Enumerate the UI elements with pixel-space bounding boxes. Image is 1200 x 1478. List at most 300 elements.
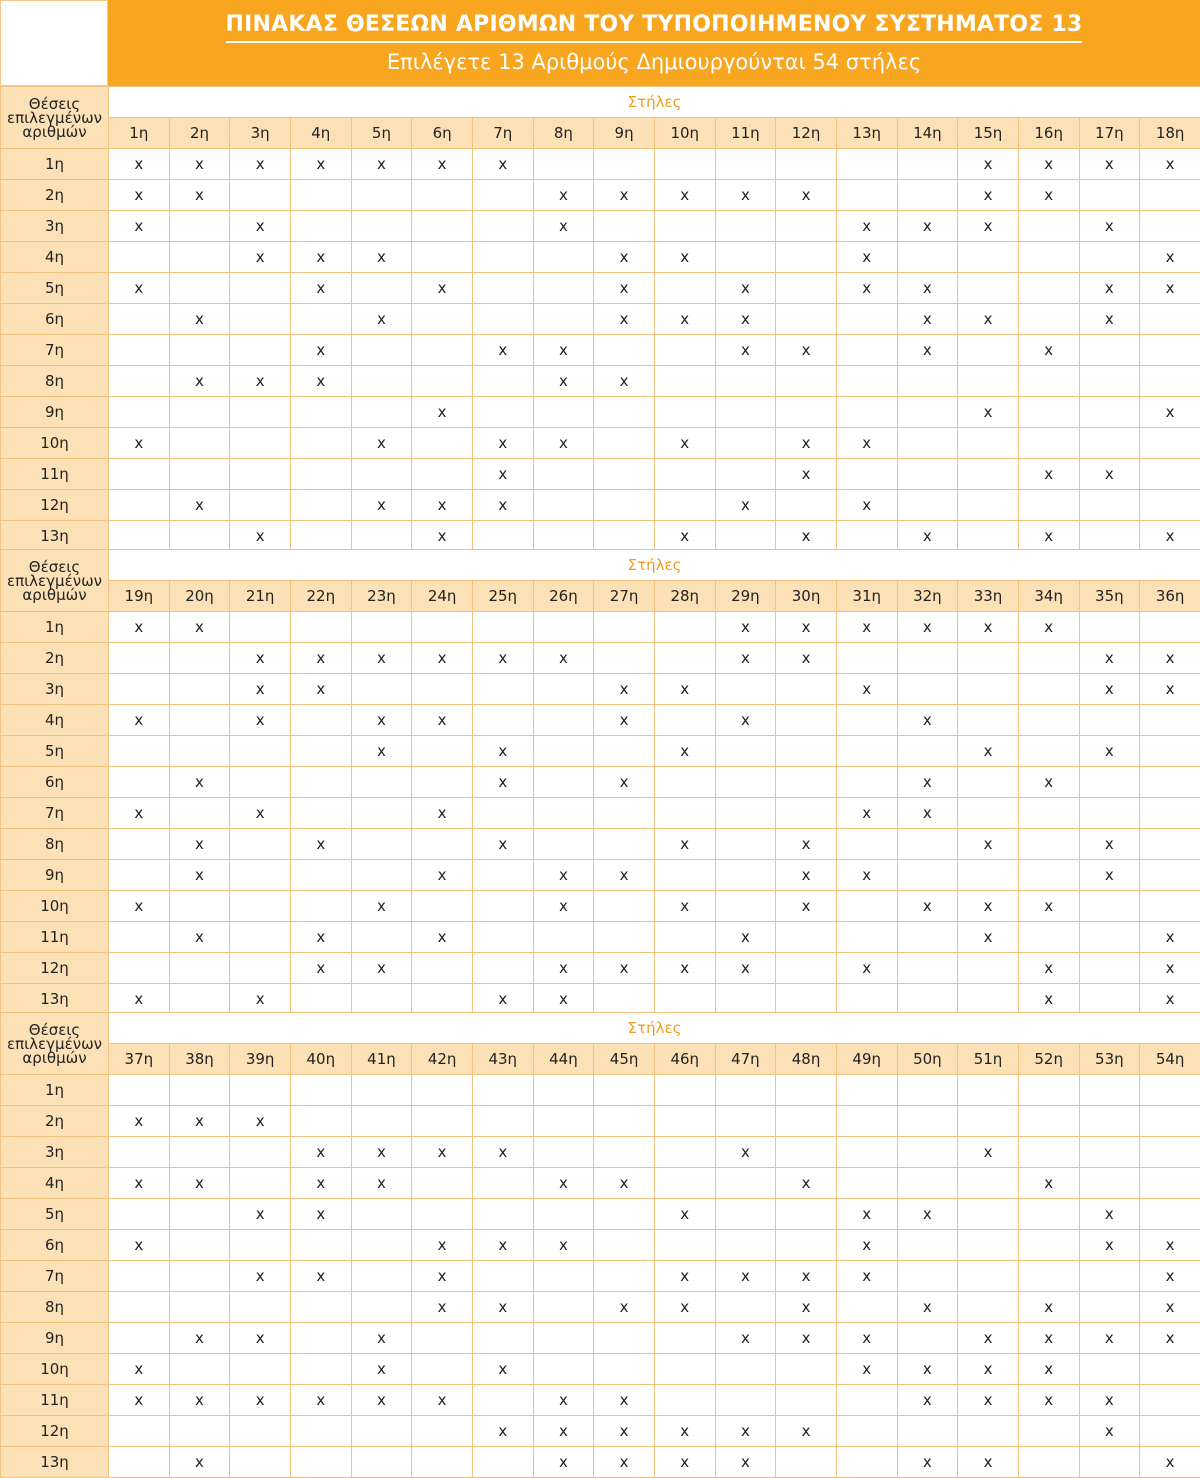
table-cell [958,1416,1019,1447]
table-cell [836,736,897,767]
table-cell [1079,705,1140,736]
columns-table-section-3 [0,1012,1200,1478]
table-row [1,1261,1200,1292]
table-cell [169,211,230,242]
table-cell: x [715,273,776,304]
table-cell: x [109,211,170,242]
table-cell: x [290,643,351,674]
table-cell [533,1106,594,1137]
table-cell: x [654,1416,715,1447]
table-cell: x [412,1292,473,1323]
table-cell: x [1018,953,1079,984]
table-cell [654,149,715,180]
table-cell [1140,891,1200,922]
table-cell [654,1354,715,1385]
table-cell [169,984,230,1015]
table-cell [109,490,170,521]
table-cell [776,490,837,521]
table-cell: x [654,674,715,705]
table-cell [1018,211,1079,242]
table-cell: x [533,860,594,891]
table-cell [1140,1199,1200,1230]
column-number: 2η [169,118,230,149]
table-cell [594,1106,655,1137]
table-cell: x [897,1385,958,1416]
table-cell [169,674,230,705]
table-cell [715,1292,776,1323]
table-cell: x [1140,984,1200,1015]
table-cell [412,612,473,643]
table-cell [958,984,1019,1015]
table-cell [1018,1230,1079,1261]
table-cell [109,767,170,798]
table-cell [169,1137,230,1168]
table-cell [897,1168,958,1199]
table-cell [230,1447,291,1478]
table-cell: x [776,459,837,490]
table-cell: x [897,891,958,922]
table-cell [412,366,473,397]
table-cell [169,643,230,674]
table-cell [897,1106,958,1137]
table-row [1,397,1200,428]
table-cell [109,643,170,674]
table-cell: x [533,180,594,211]
table-cell [715,428,776,459]
table-cell [1079,1292,1140,1323]
column-number: 10η [654,118,715,149]
table-cell: x [472,984,533,1015]
table-cell [290,459,351,490]
column-number: 23η [351,581,412,612]
table-cell: x [109,273,170,304]
table-cell [230,1137,291,1168]
table-cell [230,1168,291,1199]
table-cell: x [109,1385,170,1416]
table-cell [776,674,837,705]
table-cell: x [1018,612,1079,643]
table-cell [230,860,291,891]
column-number: 19η [109,581,170,612]
table-cell: x [412,273,473,304]
table-cell: x [958,149,1019,180]
table-cell: x [1140,242,1200,273]
table-cell [169,335,230,366]
table-cell [897,1075,958,1106]
table-cell [715,521,776,552]
table-cell: x [169,829,230,860]
table-row [1,366,1200,397]
table-cell [230,428,291,459]
table-cell [533,459,594,490]
table-cell [776,1385,837,1416]
table-cell: x [836,798,897,829]
table-cell [109,366,170,397]
table-cell [1018,428,1079,459]
table-cell [533,1075,594,1106]
table-cell: x [776,180,837,211]
table-cell [1140,1354,1200,1385]
column-number: 30η [776,581,837,612]
column-number: 44η [533,1044,594,1075]
table-cell [836,397,897,428]
column-number: 37η [109,1044,170,1075]
column-number: 20η [169,581,230,612]
table-cell [290,891,351,922]
table-cell: x [594,705,655,736]
table-cell [1140,1137,1200,1168]
positions-header: Θέσεις επιλεγμένων αριθμών [1,550,109,612]
table-cell [351,211,412,242]
table-cell [533,1261,594,1292]
table-cell: x [351,304,412,335]
table-cell [1079,1106,1140,1137]
table-cell: x [230,521,291,552]
row-position-label: 8η [1,829,109,860]
table-cell: x [958,1354,1019,1385]
table-cell: x [776,1292,837,1323]
table-cell [412,1168,473,1199]
table-cell: x [109,1354,170,1385]
table-cell [230,273,291,304]
table-cell [412,180,473,211]
table-cell [290,767,351,798]
table-cell [1079,891,1140,922]
table-cell [169,428,230,459]
table-cell [109,1323,170,1354]
table-cell [230,1292,291,1323]
table-cell [412,428,473,459]
column-number: 5η [351,118,412,149]
table-cell [290,798,351,829]
table-cell [836,1075,897,1106]
table-cell: x [472,149,533,180]
table-cell [897,1416,958,1447]
table-cell: x [594,1447,655,1478]
table-cell: x [836,612,897,643]
table-cell [412,1075,473,1106]
table-cell: x [109,180,170,211]
table-cell [1140,1385,1200,1416]
table-cell [1140,829,1200,860]
table-cell [1079,1354,1140,1385]
table-cell: x [472,767,533,798]
table-cell [290,180,351,211]
row-position-label: 1η [1,612,109,643]
table-cell [776,304,837,335]
table-cell [169,1416,230,1447]
table-cell [594,397,655,428]
table-cell: x [897,1292,958,1323]
table-cell [169,1354,230,1385]
table-cell [290,1075,351,1106]
column-number: 22η [290,581,351,612]
table-cell [351,335,412,366]
column-number: 15η [958,118,1019,149]
table-cell: x [169,1168,230,1199]
table-cell [109,736,170,767]
column-number: 54η [1140,1044,1200,1075]
table-cell [351,459,412,490]
table-row [1,149,1200,180]
table-cell [290,860,351,891]
table-cell [1079,521,1140,552]
table-cell [958,273,1019,304]
table-cell: x [958,304,1019,335]
table-cell: x [412,490,473,521]
table-cell: x [169,1385,230,1416]
table-cell: x [654,180,715,211]
table-cell: x [351,1385,412,1416]
table-cell [1018,1199,1079,1230]
row-position-label: 11η [1,1385,109,1416]
columns-header: Στήλες [109,550,1200,581]
table-cell: x [230,149,291,180]
table-cell [836,1385,897,1416]
table-cell [109,1199,170,1230]
table-cell [412,984,473,1015]
table-cell: x [776,1261,837,1292]
columns-header: Στήλες [109,1013,1200,1044]
row-position-label: 6η [1,1230,109,1261]
table-cell [472,891,533,922]
column-number: 4η [290,118,351,149]
table-cell: x [533,984,594,1015]
column-number: 11η [715,118,776,149]
table-cell [594,922,655,953]
table-cell: x [109,612,170,643]
table-row [1,829,1200,860]
table-cell: x [169,1323,230,1354]
column-number: 33η [958,581,1019,612]
table-cell [109,1292,170,1323]
table-cell [836,1292,897,1323]
table-cell [1140,1106,1200,1137]
table-cell [472,242,533,273]
table-cell [1018,1075,1079,1106]
table-cell [594,1323,655,1354]
table-cell [654,397,715,428]
table-cell: x [533,335,594,366]
table-cell [897,1230,958,1261]
table-cell [654,459,715,490]
table-cell: x [472,335,533,366]
row-position-label: 10η [1,891,109,922]
table-row [1,273,1200,304]
row-position-label: 9η [1,397,109,428]
table-cell [654,1168,715,1199]
table-cell [715,674,776,705]
table-cell [897,953,958,984]
table-cell: x [169,149,230,180]
column-number: 28η [654,581,715,612]
table-cell [290,1416,351,1447]
table-cell: x [169,767,230,798]
table-cell [290,490,351,521]
table-cell: x [897,1354,958,1385]
table-cell: x [351,736,412,767]
table-cell [776,1354,837,1385]
table-cell [230,1230,291,1261]
page-title: ΠΙΝΑΚΑΣ ΘΕΣΕΩΝ ΑΡΙΘΜΩΝ ΤΟΥ ΤΥΠΟΠΟΙΗΜΕΝΟΥ ΣΥΣΤΗΜΑΤΟΣ 13 [226,12,1083,43]
row-position-label: 10η [1,1354,109,1385]
table-cell: x [1079,1323,1140,1354]
table-cell [836,922,897,953]
table-cell [594,1137,655,1168]
table-cell [594,829,655,860]
column-number: 16η [1018,118,1079,149]
table-cell [412,767,473,798]
table-cell [169,1261,230,1292]
table-cell [109,1416,170,1447]
table-cell: x [897,1199,958,1230]
table-cell: x [1079,1416,1140,1447]
table-cell [109,1137,170,1168]
table-cell: x [1140,273,1200,304]
table-cell: x [958,922,1019,953]
table-cell [472,922,533,953]
table-cell [1018,674,1079,705]
table-cell: x [290,922,351,953]
table-cell [836,1447,897,1478]
table-cell: x [1079,459,1140,490]
table-cell: x [1018,149,1079,180]
table-cell [1140,767,1200,798]
table-cell [776,1230,837,1261]
table-cell [897,1137,958,1168]
table-cell [594,643,655,674]
table-row [1,459,1200,490]
table-cell [654,643,715,674]
table-cell: x [715,1137,776,1168]
table-cell [1018,304,1079,335]
table-cell [412,1354,473,1385]
table-cell [715,1354,776,1385]
table-cell [1018,829,1079,860]
table-cell [1079,490,1140,521]
table-cell [1079,428,1140,459]
table-cell: x [351,705,412,736]
table-cell: x [1018,521,1079,552]
table-cell: x [169,1447,230,1478]
table-cell [1140,490,1200,521]
table-cell [109,922,170,953]
table-cell [412,736,473,767]
table-cell [897,366,958,397]
table-cell: x [1079,1199,1140,1230]
table-cell [472,860,533,891]
table-cell [1140,1168,1200,1199]
table-cell [472,1323,533,1354]
table-cell [1079,1261,1140,1292]
row-position-label: 4η [1,1168,109,1199]
table-cell [109,829,170,860]
table-cell [1018,860,1079,891]
table-cell: x [1140,1447,1200,1478]
column-number: 27η [594,581,655,612]
table-cell: x [290,829,351,860]
column-number: 12η [776,118,837,149]
table-cell: x [594,1416,655,1447]
table-cell [230,891,291,922]
row-position-label: 5η [1,273,109,304]
table-cell [351,860,412,891]
table-cell [169,1292,230,1323]
row-position-label: 10η [1,428,109,459]
table-cell [654,984,715,1015]
table-cell: x [351,149,412,180]
table-cell [533,612,594,643]
table-cell: x [109,984,170,1015]
title-banner [108,0,1200,86]
table-cell: x [351,242,412,273]
table-cell [351,1199,412,1230]
table-cell: x [1079,736,1140,767]
table-cell [351,1075,412,1106]
table-cell: x [836,1261,897,1292]
table-cell: x [533,891,594,922]
column-number: 53η [1079,1044,1140,1075]
table-cell [169,1075,230,1106]
table-cell: x [897,798,958,829]
table-cell [169,273,230,304]
table-cell: x [715,1447,776,1478]
table-cell [715,1199,776,1230]
table-cell [958,953,1019,984]
table-row [1,767,1200,798]
table-cell: x [776,1416,837,1447]
table-cell [1079,767,1140,798]
table-cell: x [290,1199,351,1230]
table-cell: x [230,643,291,674]
table-cell: x [594,953,655,984]
column-number: 40η [290,1044,351,1075]
table-cell [1079,1447,1140,1478]
table-cell [472,211,533,242]
table-cell [230,459,291,490]
table-cell: x [412,521,473,552]
table-cell: x [594,1292,655,1323]
table-cell: x [715,643,776,674]
table-cell: x [351,643,412,674]
table-cell [533,273,594,304]
table-cell [654,705,715,736]
table-cell: x [594,180,655,211]
table-cell [654,211,715,242]
table-cell [897,149,958,180]
table-cell: x [1018,459,1079,490]
table-cell: x [472,736,533,767]
column-number: 38η [169,1044,230,1075]
table-cell: x [836,1199,897,1230]
table-cell [472,798,533,829]
table-cell [776,149,837,180]
table-cell [412,829,473,860]
column-number: 46η [654,1044,715,1075]
column-number: 29η [715,581,776,612]
table-cell [776,984,837,1015]
table-cell [836,335,897,366]
table-cell: x [109,1168,170,1199]
row-position-label: 11η [1,922,109,953]
table-cell [594,459,655,490]
table-cell [1140,798,1200,829]
table-cell [836,1416,897,1447]
table-cell: x [290,242,351,273]
table-cell [169,736,230,767]
table-cell: x [897,211,958,242]
table-cell: x [533,643,594,674]
